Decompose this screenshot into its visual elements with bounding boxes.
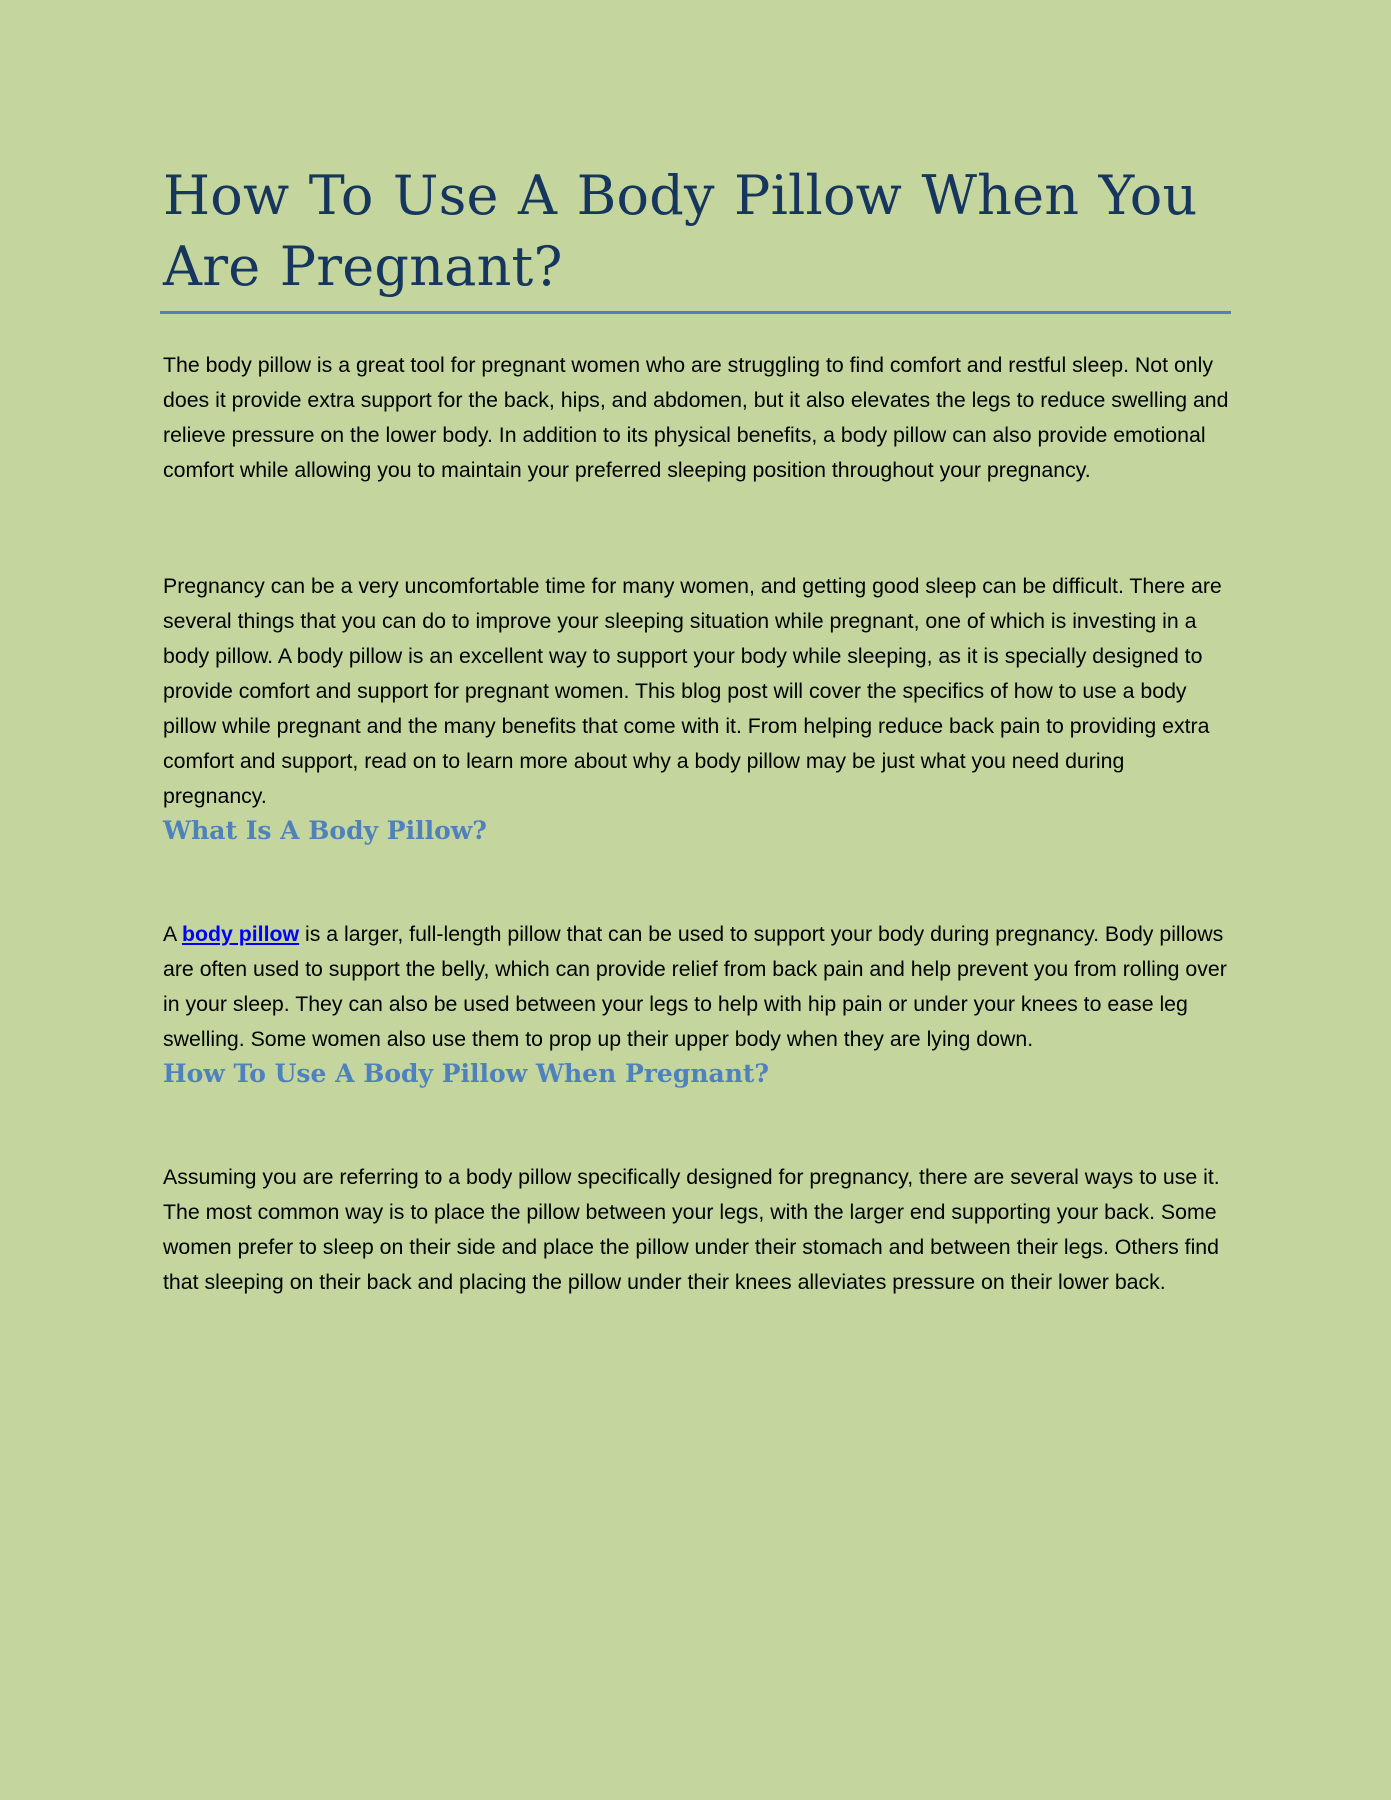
section-heading-how-to-use: How To Use A Body Pillow When Pregnant?: [163, 1059, 770, 1088]
section-paragraph-how-to-use: Assuming you are referring to a body pillow specifically designed for pregnancy, there are several ways to use it. The most common way is to place the pillow between your legs, with the larger end supporting your back. Some women prefer to sleep on their side and place the pillow under their stomach and between their legs. Others find that sleeping on their back and placing the pillow under their knees alleviates pressure on their lower back.: [163, 1165, 1220, 1294]
second-paragraph: Pregnancy can be a very uncomfortable time for many women, and getting good sleep can be difficult. There are several things that you can do to improve your sleeping situation while pregnant, one of which is investing in a body pillow. A body pillow is an excellent way to support your body while sleeping, as it is specially designed to provide comfort and support for pregnant women. This blog post will cover the specifics of how to use a body pillow while pregnant and the many benefits that come with it. From helping reduce back pain to providing extra comfort and support, read on to learn more about why a body pillow may be just what you need during pregnancy.: [163, 574, 1222, 808]
section-heading-what-is: What Is A Body Pillow?: [163, 816, 487, 845]
body-pillow-link[interactable]: body pillow: [181, 922, 300, 946]
title-divider: [160, 311, 1231, 314]
paragraph-text: is a larger, full-length pillow that can be used to support your body during pregnancy. Body pillows are often used to support the belly, which can provide relief from back pain and help prevent you from rolling over in your sleep. They can also be used between your legs to help with hip pain or under your knees to ease leg swelling. Some women also use them to prop up their upper body when they are lying down.: [163, 922, 1227, 1051]
page-title: How To Use A Body Pillow When You Are Pregnant?: [163, 164, 1198, 298]
document-page: [163, 160, 1231, 1300]
intro-paragraph: The body pillow is a great tool for pregnant women who are struggling to find comfort and restful sleep. Not only does it provide extra support for the back, hips, and abdomen, but it also elevates the legs to reduce swelling and relieve pressure on the lower body. In addition to its physical benefits, a body pillow can also provide emotional comfort while allowing you to maintain your preferred sleeping position throughout your pregnancy.: [163, 353, 1229, 482]
paragraph-lead-word: A: [163, 922, 177, 946]
section-paragraph-what-is: [163, 917, 1231, 1057]
